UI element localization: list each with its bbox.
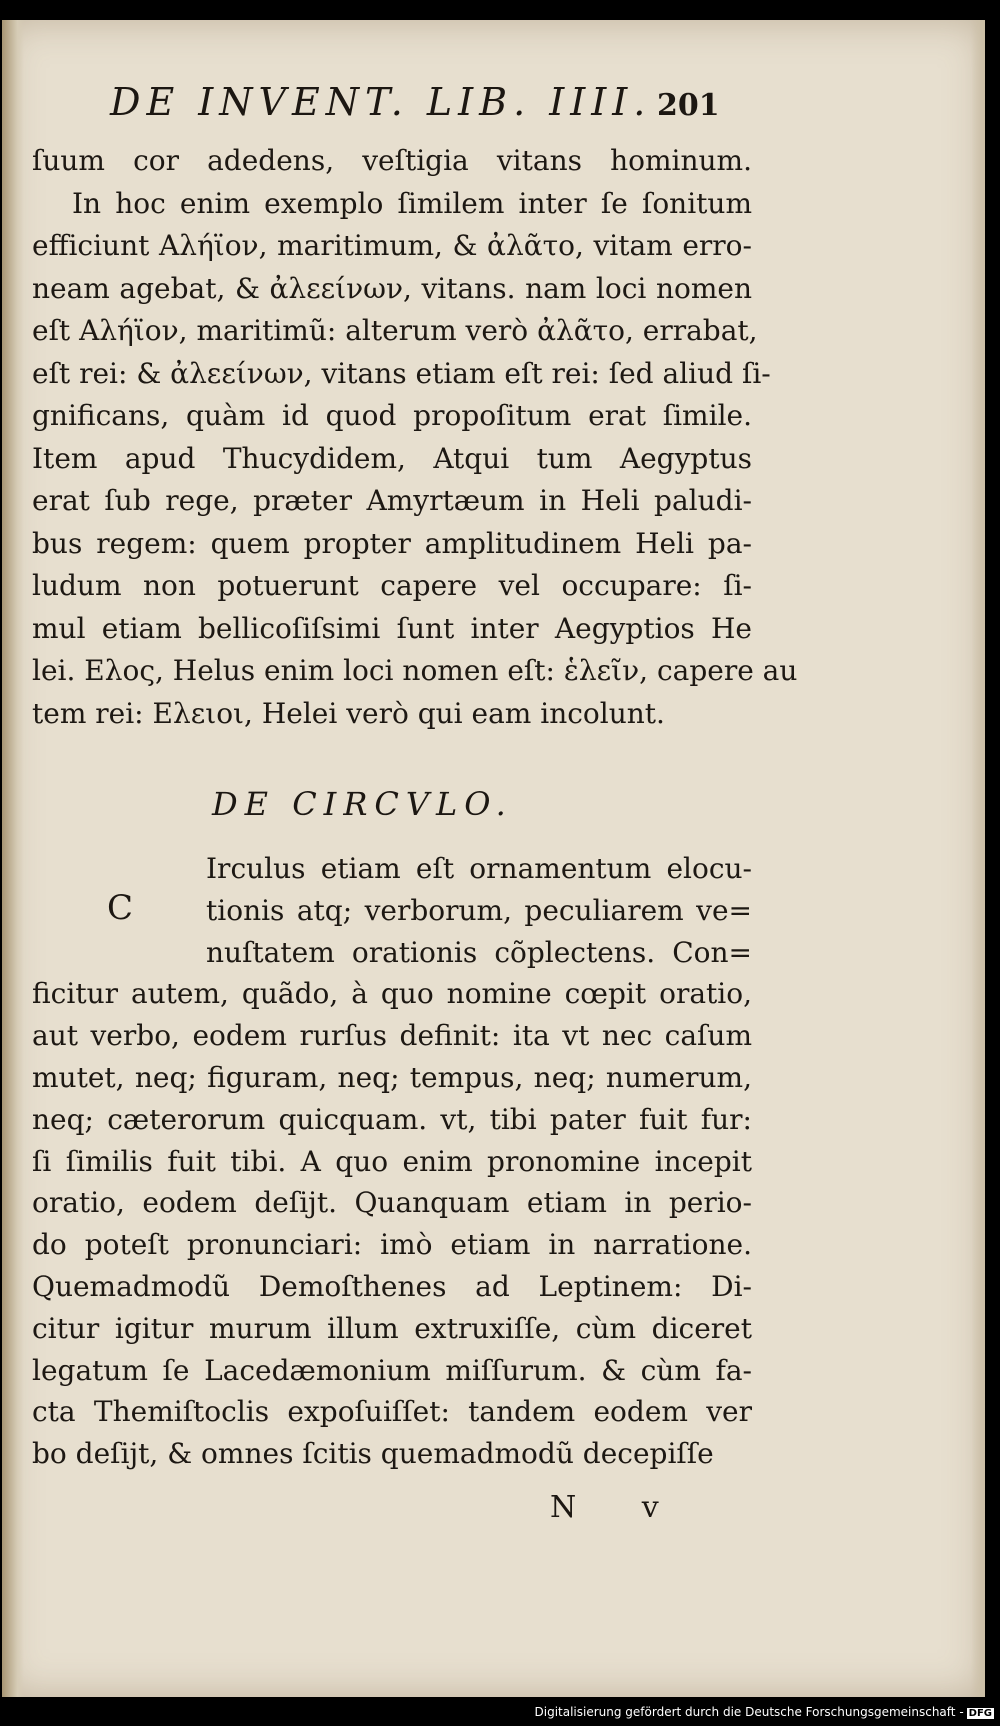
- signature-mark: N v: [550, 1490, 687, 1525]
- paragraph-2: [32, 848, 752, 1475]
- text-line: bus regem: quem propter amplitudinem Heli pa-: [32, 526, 752, 560]
- text-line: oratio, eodem deſijt. Quanquam etiam in perio-: [32, 1186, 752, 1220]
- text-line: bo deſijt, & omnes ſcitis quemadmodũ decepiſſe: [32, 1437, 714, 1471]
- text-line: cta Themiſtoclis expoſuiſſet: tandem eodem ver: [32, 1395, 752, 1429]
- text-line: ſi ſimilis fuit tibi. A quo enim pronomine incepit: [32, 1144, 752, 1178]
- text-line: mutet, neq; figuram, neq; tempus, neq; numerum,: [32, 1060, 752, 1094]
- text-line: Quemadmodũ Demoſthenes ad Leptinem: Di-: [32, 1269, 752, 1303]
- text-line: Irculus etiam eſt ornamentum elocu-: [206, 852, 752, 885]
- dfg-logo-icon: DFG: [968, 1708, 992, 1719]
- text-line: mul etiam bellicoſiſsimi ſunt inter Aegyptios He: [32, 611, 752, 645]
- text-line: Item apud Thucydidem, Atqui tum Aegyptus: [32, 441, 752, 475]
- drop-capital: C: [107, 888, 134, 928]
- book-page: [2, 20, 985, 1697]
- text-line: lei. Ελος, Helus enim loci nomen eſt: ἑλεῖν, capere au: [32, 654, 798, 687]
- text-line: do poteſt pronunciari: imò etiam in narratione.: [32, 1228, 752, 1262]
- text-line: efficiunt Αλήϊον, maritimum, & ἀλᾶτο, vitam erro-: [32, 229, 752, 262]
- text-line: ludum non potuerunt capere vel occupare: ſi-: [32, 569, 752, 602]
- text-line: eſt rei: & ἀλεείνων, vitans etiam eſt rei: ſed aliud ſi-: [32, 356, 771, 390]
- paragraph-1: [32, 140, 798, 735]
- text-line: tem rei: Ελειοι, Helei verò qui eam incolunt.: [32, 696, 665, 730]
- text-line: eſt Αλήϊον, maritimũ: alterum verò ἀλᾶτο, errabat,: [32, 314, 758, 347]
- text-line: neam agebat, & ἀλεείνων, vitans. nam loci nomen: [32, 271, 752, 305]
- credit-text: Digitalisierung gefördert durch die Deutsche Forschungsgemeinschaft -: [534, 1705, 964, 1719]
- text-line: citur igitur murum illum extruxiſſe, cùm diceret: [32, 1311, 752, 1345]
- text-line: ſuum cor adedens, veſtigia vitans hominum.: [32, 144, 752, 177]
- page-number: 201: [657, 88, 720, 123]
- text-line: aut verbo, eodem rurſus definit: ita vt nec caſum: [32, 1019, 752, 1053]
- text-line: ficitur autem, quãdo, à quo nomine cœpit oratio,: [32, 977, 752, 1011]
- section-heading: DE CIRCVLO.: [212, 785, 513, 823]
- running-head: DE INVENT. LIB. IIII.: [110, 80, 652, 124]
- text-line: erat ſub rege, præter Amyrtæum in Heli paludi-: [32, 484, 752, 517]
- text-line: gnificans, quàm id quod propoſitum erat ſimile.: [32, 399, 752, 432]
- text-line: In hoc enim exemplo ſimilem inter ſe ſonitum: [72, 186, 752, 220]
- text-line: legatum ſe Lacedæmonium miſſurum. & cùm fa-: [32, 1353, 752, 1387]
- text-line: nuſtatem orationis cõplectens. Con=: [206, 935, 752, 969]
- text-line: neq; cæterorum quicquam. vt, tibi pater fuit fur:: [32, 1102, 752, 1136]
- digitization-credit: [535, 1705, 995, 1719]
- text-line: tionis atq; verborum, peculiarem ve=: [206, 893, 752, 927]
